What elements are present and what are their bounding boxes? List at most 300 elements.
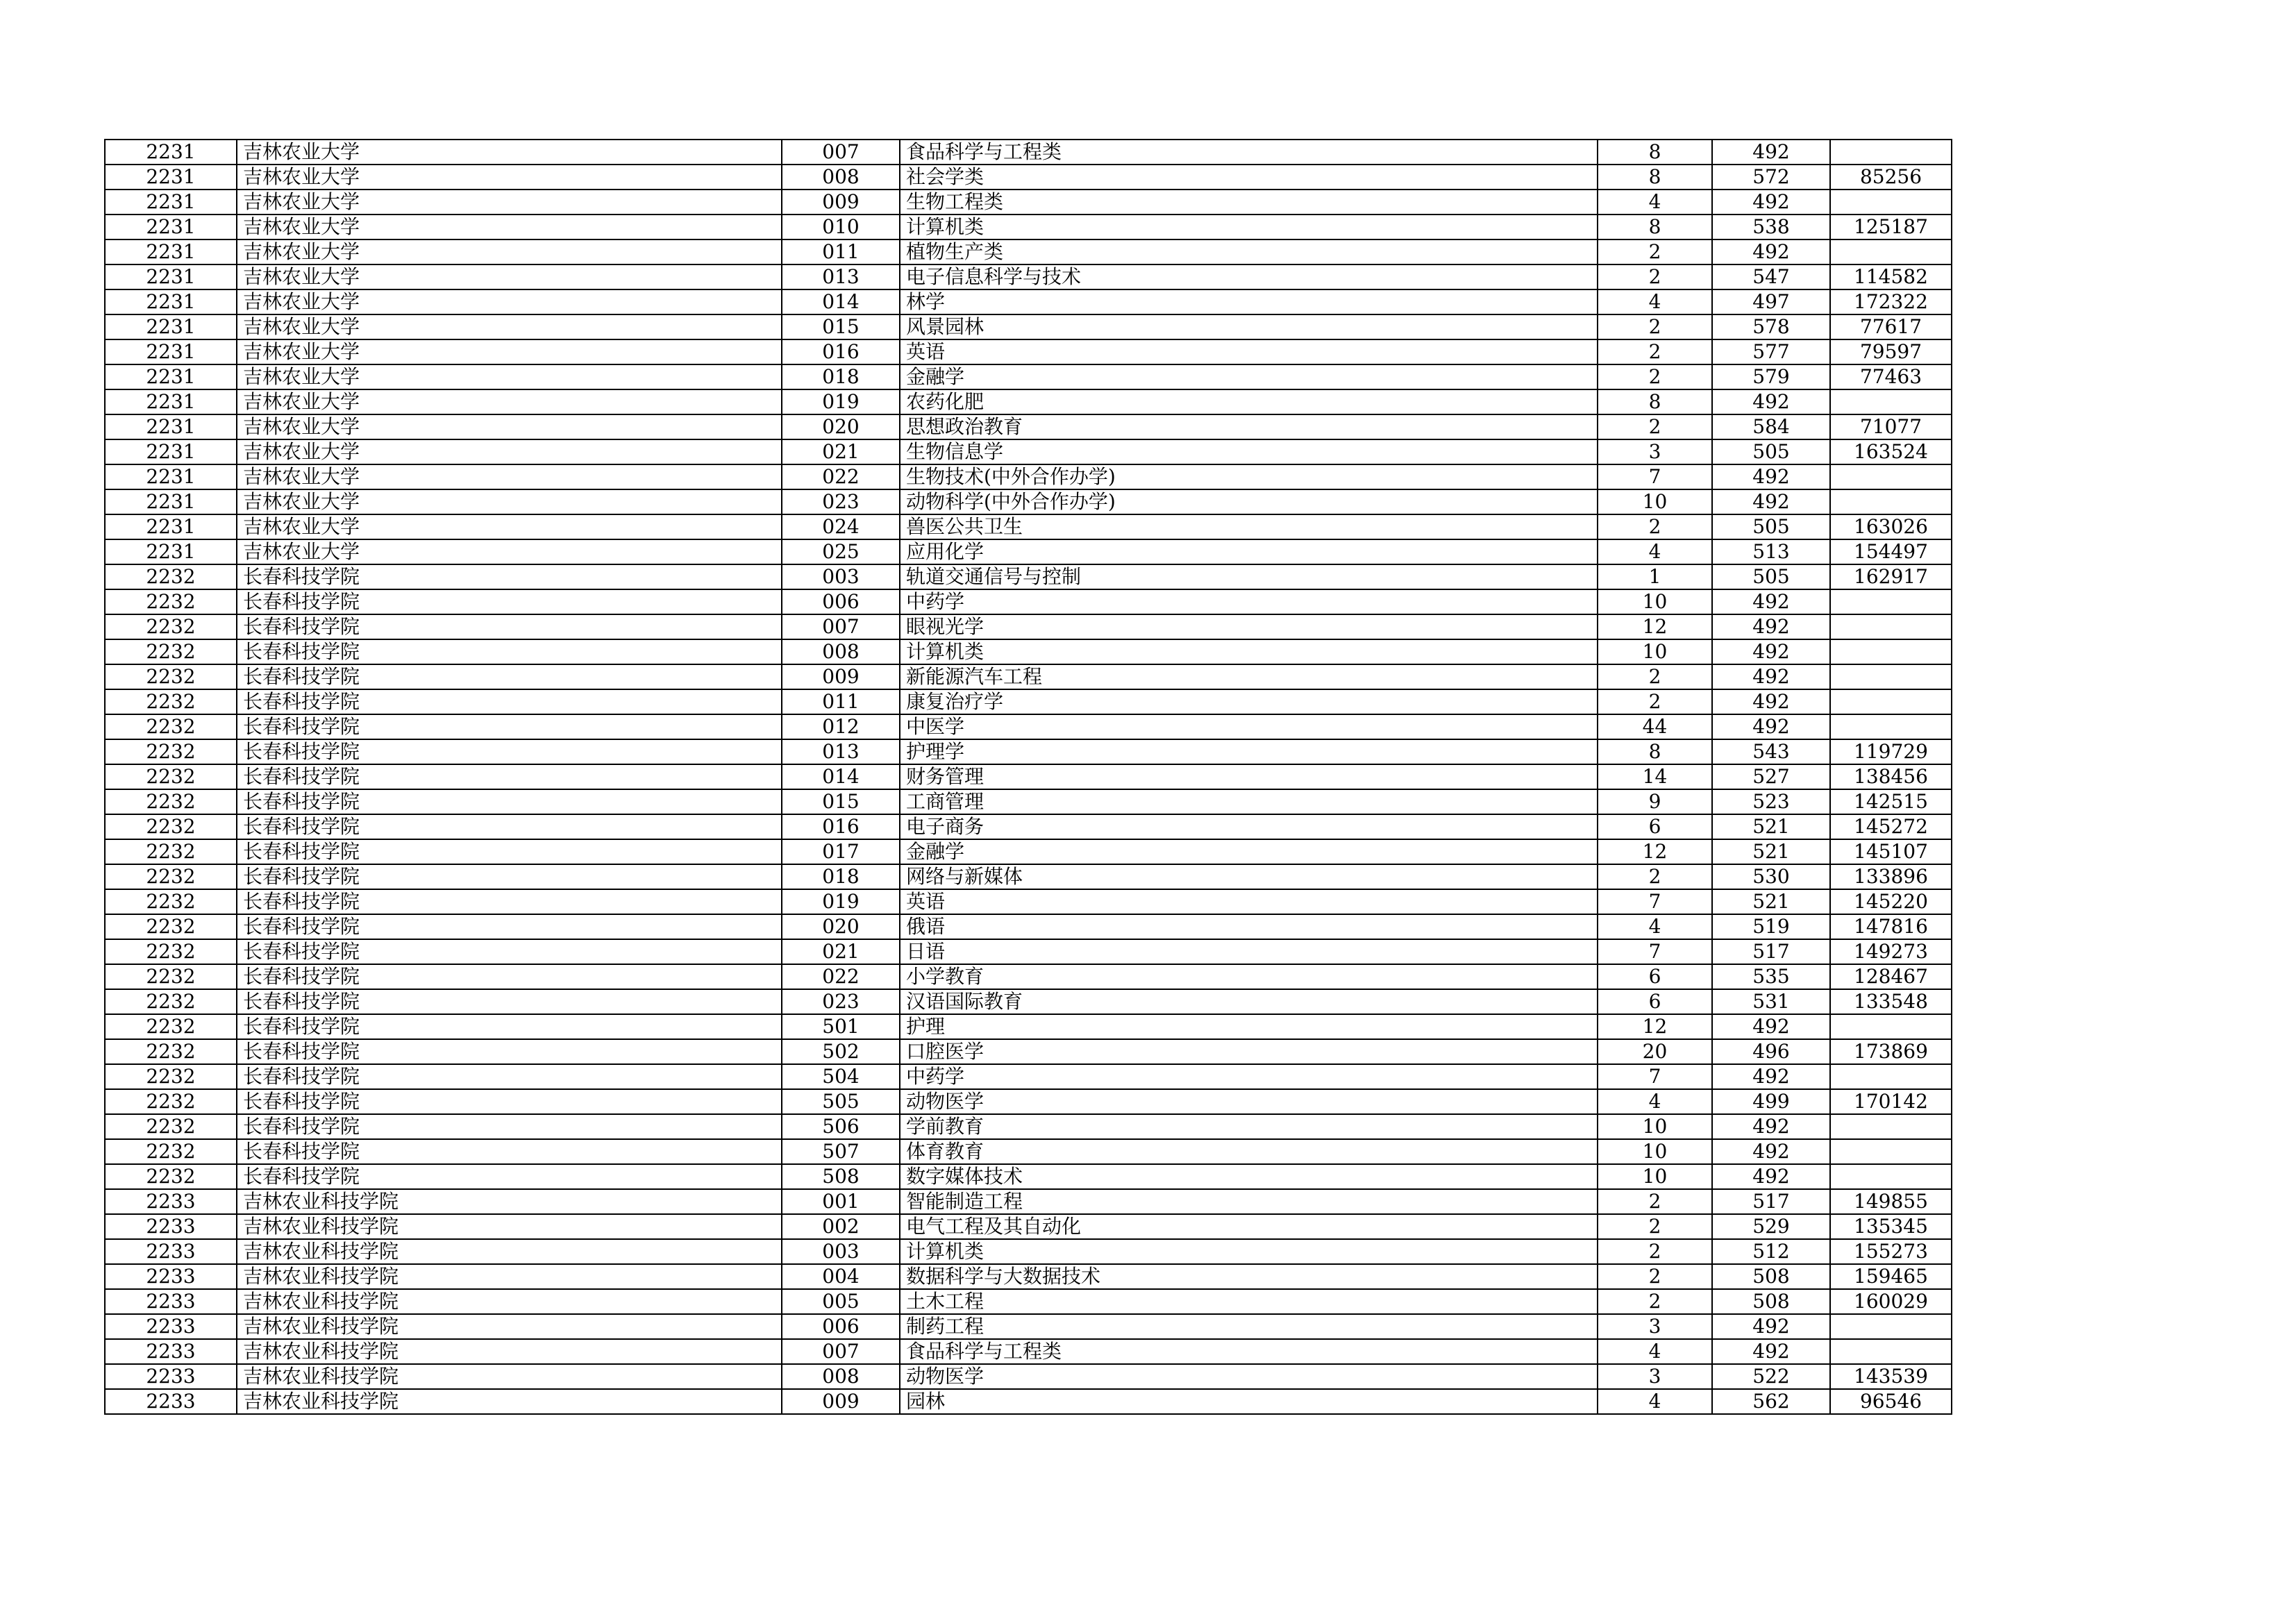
min-rank-cell [1830, 389, 1952, 414]
school-name-cell: 吉林农业大学 [237, 314, 782, 339]
major-code-cell: 008 [782, 165, 900, 190]
min-rank-cell [1830, 1114, 1952, 1139]
major-name-cell: 电气工程及其自动化 [900, 1214, 1598, 1239]
min-score-cell: 517 [1712, 1189, 1830, 1214]
table-row [105, 714, 1952, 739]
major-name-cell: 护理 [900, 1014, 1598, 1039]
min-rank-cell [1830, 664, 1952, 689]
plan-count-cell: 10 [1598, 639, 1712, 664]
min-rank-cell: 133896 [1830, 864, 1952, 889]
major-name-cell: 园林 [900, 1389, 1598, 1414]
major-code-cell: 024 [782, 514, 900, 539]
major-name-cell: 眼视光学 [900, 614, 1598, 639]
major-name-cell: 汉语国际教育 [900, 989, 1598, 1014]
table-row [105, 839, 1952, 864]
table-row [105, 339, 1952, 364]
plan-count-cell: 3 [1598, 439, 1712, 464]
major-name-cell: 林学 [900, 289, 1598, 314]
school-code-cell: 2232 [105, 939, 237, 964]
plan-count-cell: 4 [1598, 914, 1712, 939]
major-code-cell: 023 [782, 489, 900, 514]
major-name-cell: 风景园林 [900, 314, 1598, 339]
plan-count-cell: 6 [1598, 989, 1712, 1014]
plan-count-cell: 8 [1598, 165, 1712, 190]
major-name-cell: 计算机类 [900, 1239, 1598, 1264]
major-name-cell: 日语 [900, 939, 1598, 964]
min-score-cell: 492 [1712, 464, 1830, 489]
plan-count-cell: 2 [1598, 864, 1712, 889]
min-score-cell: 547 [1712, 264, 1830, 289]
min-rank-cell [1830, 1064, 1952, 1089]
plan-count-cell: 7 [1598, 939, 1712, 964]
min-score-cell: 562 [1712, 1389, 1830, 1414]
plan-count-cell: 4 [1598, 289, 1712, 314]
min-score-cell: 529 [1712, 1214, 1830, 1239]
plan-count-cell: 6 [1598, 814, 1712, 839]
school-name-cell: 长春科技学院 [237, 889, 782, 914]
table-row [105, 1114, 1952, 1139]
major-code-cell: 508 [782, 1164, 900, 1189]
min-score-cell: 492 [1712, 239, 1830, 264]
plan-count-cell: 2 [1598, 1214, 1712, 1239]
min-rank-cell [1830, 1164, 1952, 1189]
school-code-cell: 2232 [105, 1139, 237, 1164]
table-body [105, 140, 1952, 1414]
school-name-cell: 吉林农业科技学院 [237, 1264, 782, 1289]
min-rank-cell: 77463 [1830, 364, 1952, 389]
table-row [105, 439, 1952, 464]
major-code-cell: 002 [782, 1214, 900, 1239]
min-score-cell: 523 [1712, 789, 1830, 814]
major-code-cell: 003 [782, 564, 900, 589]
min-rank-cell: 172322 [1830, 289, 1952, 314]
min-rank-cell: 159465 [1830, 1264, 1952, 1289]
school-name-cell: 吉林农业科技学院 [237, 1214, 782, 1239]
plan-count-cell: 8 [1598, 739, 1712, 764]
school-name-cell: 吉林农业大学 [237, 539, 782, 564]
min-rank-cell: 71077 [1830, 414, 1952, 439]
school-name-cell: 长春科技学院 [237, 1114, 782, 1139]
plan-count-cell: 2 [1598, 239, 1712, 264]
school-name-cell: 吉林农业科技学院 [237, 1314, 782, 1339]
major-name-cell: 学前教育 [900, 1114, 1598, 1139]
table-row [105, 864, 1952, 889]
school-code-cell: 2232 [105, 1014, 237, 1039]
major-name-cell: 食品科学与工程类 [900, 140, 1598, 165]
min-score-cell: 497 [1712, 289, 1830, 314]
plan-count-cell: 4 [1598, 1389, 1712, 1414]
major-name-cell: 计算机类 [900, 639, 1598, 664]
major-code-cell: 009 [782, 664, 900, 689]
major-code-cell: 020 [782, 914, 900, 939]
table-row [105, 564, 1952, 589]
major-name-cell: 康复治疗学 [900, 689, 1598, 714]
plan-count-cell: 2 [1598, 514, 1712, 539]
school-code-cell: 2233 [105, 1239, 237, 1264]
school-code-cell: 2231 [105, 489, 237, 514]
school-name-cell: 吉林农业大学 [237, 464, 782, 489]
table-row [105, 289, 1952, 314]
major-code-cell: 007 [782, 1339, 900, 1364]
table-row [105, 589, 1952, 614]
plan-count-cell: 2 [1598, 1289, 1712, 1314]
major-name-cell: 数据科学与大数据技术 [900, 1264, 1598, 1289]
school-code-cell: 2231 [105, 289, 237, 314]
min-score-cell: 492 [1712, 714, 1830, 739]
major-code-cell: 006 [782, 589, 900, 614]
min-score-cell: 492 [1712, 1164, 1830, 1189]
major-code-cell: 504 [782, 1064, 900, 1089]
school-name-cell: 长春科技学院 [237, 639, 782, 664]
school-name-cell: 长春科技学院 [237, 989, 782, 1014]
min-score-cell: 527 [1712, 764, 1830, 789]
min-score-cell: 492 [1712, 589, 1830, 614]
min-score-cell: 499 [1712, 1089, 1830, 1114]
major-code-cell: 019 [782, 889, 900, 914]
school-code-cell: 2232 [105, 689, 237, 714]
school-code-cell: 2231 [105, 140, 237, 165]
table-row [105, 389, 1952, 414]
min-rank-cell: 128467 [1830, 964, 1952, 989]
min-score-cell: 530 [1712, 864, 1830, 889]
table-row [105, 889, 1952, 914]
table-row [105, 239, 1952, 264]
min-rank-cell [1830, 464, 1952, 489]
major-name-cell: 计算机类 [900, 215, 1598, 239]
major-name-cell: 应用化学 [900, 539, 1598, 564]
school-name-cell: 吉林农业科技学院 [237, 1389, 782, 1414]
school-name-cell: 长春科技学院 [237, 1139, 782, 1164]
major-name-cell: 兽医公共卫生 [900, 514, 1598, 539]
major-code-cell: 015 [782, 314, 900, 339]
school-code-cell: 2232 [105, 864, 237, 889]
plan-count-cell: 2 [1598, 1239, 1712, 1264]
school-code-cell: 2232 [105, 914, 237, 939]
plan-count-cell: 12 [1598, 1014, 1712, 1039]
major-name-cell: 新能源汽车工程 [900, 664, 1598, 689]
school-name-cell: 吉林农业科技学院 [237, 1289, 782, 1314]
major-name-cell: 俄语 [900, 914, 1598, 939]
major-code-cell: 506 [782, 1114, 900, 1139]
school-code-cell: 2233 [105, 1389, 237, 1414]
major-name-cell: 工商管理 [900, 789, 1598, 814]
school-code-cell: 2231 [105, 339, 237, 364]
table-row [105, 1089, 1952, 1114]
min-rank-cell: 143539 [1830, 1364, 1952, 1389]
school-name-cell: 长春科技学院 [237, 664, 782, 689]
major-code-cell: 013 [782, 264, 900, 289]
min-score-cell: 579 [1712, 364, 1830, 389]
min-rank-cell: 147816 [1830, 914, 1952, 939]
table-row [105, 739, 1952, 764]
major-name-cell: 食品科学与工程类 [900, 1339, 1598, 1364]
major-name-cell: 中医学 [900, 714, 1598, 739]
major-code-cell: 014 [782, 289, 900, 314]
plan-count-cell: 12 [1598, 839, 1712, 864]
min-score-cell: 492 [1712, 489, 1830, 514]
school-code-cell: 2233 [105, 1339, 237, 1364]
plan-count-cell: 10 [1598, 489, 1712, 514]
table-row [105, 1039, 1952, 1064]
min-score-cell: 508 [1712, 1289, 1830, 1314]
major-name-cell: 英语 [900, 889, 1598, 914]
school-code-cell: 2231 [105, 239, 237, 264]
min-rank-cell: 85256 [1830, 165, 1952, 190]
min-score-cell: 572 [1712, 165, 1830, 190]
min-rank-cell [1830, 639, 1952, 664]
plan-count-cell: 2 [1598, 314, 1712, 339]
plan-count-cell: 3 [1598, 1314, 1712, 1339]
min-rank-cell: 145107 [1830, 839, 1952, 864]
table-row [105, 190, 1952, 215]
school-code-cell: 2232 [105, 814, 237, 839]
min-rank-cell: 77617 [1830, 314, 1952, 339]
school-name-cell: 吉林农业大学 [237, 165, 782, 190]
major-code-cell: 021 [782, 439, 900, 464]
min-rank-cell [1830, 140, 1952, 165]
plan-count-cell: 10 [1598, 1164, 1712, 1189]
table-row [105, 639, 1952, 664]
major-code-cell: 022 [782, 964, 900, 989]
min-rank-cell [1830, 1314, 1952, 1339]
plan-count-cell: 2 [1598, 364, 1712, 389]
major-name-cell: 护理学 [900, 739, 1598, 764]
table-row [105, 464, 1952, 489]
min-rank-cell: 155273 [1830, 1239, 1952, 1264]
min-score-cell: 508 [1712, 1264, 1830, 1289]
school-name-cell: 长春科技学院 [237, 789, 782, 814]
major-name-cell: 社会学类 [900, 165, 1598, 190]
major-code-cell: 502 [782, 1039, 900, 1064]
major-name-cell: 轨道交通信号与控制 [900, 564, 1598, 589]
school-name-cell: 长春科技学院 [237, 714, 782, 739]
min-rank-cell: 149855 [1830, 1189, 1952, 1214]
major-code-cell: 009 [782, 190, 900, 215]
plan-count-cell: 2 [1598, 1189, 1712, 1214]
plan-count-cell: 8 [1598, 215, 1712, 239]
plan-count-cell: 2 [1598, 414, 1712, 439]
min-rank-cell: 114582 [1830, 264, 1952, 289]
min-score-cell: 492 [1712, 389, 1830, 414]
table-row [105, 939, 1952, 964]
table-row [105, 1014, 1952, 1039]
major-name-cell: 英语 [900, 339, 1598, 364]
major-name-cell: 思想政治教育 [900, 414, 1598, 439]
school-code-cell: 2233 [105, 1214, 237, 1239]
major-name-cell: 电子商务 [900, 814, 1598, 839]
school-name-cell: 吉林农业大学 [237, 489, 782, 514]
table-row [105, 914, 1952, 939]
major-code-cell: 505 [782, 1089, 900, 1114]
table-row [105, 1364, 1952, 1389]
school-code-cell: 2232 [105, 1039, 237, 1064]
major-code-cell: 009 [782, 1389, 900, 1414]
school-code-cell: 2233 [105, 1264, 237, 1289]
major-code-cell: 015 [782, 789, 900, 814]
school-name-cell: 吉林农业大学 [237, 389, 782, 414]
school-name-cell: 长春科技学院 [237, 1039, 782, 1064]
school-code-cell: 2231 [105, 190, 237, 215]
table-row [105, 1339, 1952, 1364]
major-code-cell: 018 [782, 864, 900, 889]
min-score-cell: 505 [1712, 564, 1830, 589]
min-rank-cell [1830, 589, 1952, 614]
school-name-cell: 长春科技学院 [237, 564, 782, 589]
school-name-cell: 长春科技学院 [237, 1164, 782, 1189]
major-code-cell: 010 [782, 215, 900, 239]
school-code-cell: 2233 [105, 1364, 237, 1389]
school-code-cell: 2232 [105, 714, 237, 739]
min-rank-cell [1830, 714, 1952, 739]
major-code-cell: 025 [782, 539, 900, 564]
min-score-cell: 492 [1712, 140, 1830, 165]
school-code-cell: 2231 [105, 165, 237, 190]
major-code-cell: 011 [782, 689, 900, 714]
major-code-cell: 021 [782, 939, 900, 964]
major-name-cell: 口腔医学 [900, 1039, 1598, 1064]
min-rank-cell: 154497 [1830, 539, 1952, 564]
min-rank-cell: 149273 [1830, 939, 1952, 964]
major-code-cell: 016 [782, 339, 900, 364]
school-name-cell: 吉林农业科技学院 [237, 1339, 782, 1364]
plan-count-cell: 4 [1598, 539, 1712, 564]
plan-count-cell: 20 [1598, 1039, 1712, 1064]
major-code-cell: 004 [782, 1264, 900, 1289]
school-name-cell: 长春科技学院 [237, 914, 782, 939]
school-code-cell: 2232 [105, 889, 237, 914]
school-name-cell: 长春科技学院 [237, 839, 782, 864]
major-name-cell: 生物信息学 [900, 439, 1598, 464]
major-name-cell: 电子信息科学与技术 [900, 264, 1598, 289]
school-name-cell: 吉林农业大学 [237, 264, 782, 289]
min-score-cell: 492 [1712, 1139, 1830, 1164]
major-name-cell: 动物医学 [900, 1089, 1598, 1114]
min-score-cell: 492 [1712, 1064, 1830, 1089]
min-rank-cell [1830, 1139, 1952, 1164]
school-code-cell: 2231 [105, 314, 237, 339]
major-code-cell: 020 [782, 414, 900, 439]
table-row [105, 414, 1952, 439]
table-row [105, 489, 1952, 514]
school-name-cell: 长春科技学院 [237, 964, 782, 989]
min-rank-cell: 145220 [1830, 889, 1952, 914]
major-code-cell: 017 [782, 839, 900, 864]
school-name-cell: 吉林农业大学 [237, 339, 782, 364]
min-rank-cell [1830, 614, 1952, 639]
table-row [105, 1289, 1952, 1314]
major-name-cell: 生物工程类 [900, 190, 1598, 215]
min-score-cell: 521 [1712, 839, 1830, 864]
school-name-cell: 吉林农业大学 [237, 514, 782, 539]
major-name-cell: 体育教育 [900, 1139, 1598, 1164]
school-code-cell: 2231 [105, 414, 237, 439]
school-code-cell: 2232 [105, 589, 237, 614]
min-score-cell: 505 [1712, 439, 1830, 464]
school-name-cell: 吉林农业大学 [237, 289, 782, 314]
school-code-cell: 2232 [105, 664, 237, 689]
plan-count-cell: 4 [1598, 190, 1712, 215]
school-code-cell: 2233 [105, 1314, 237, 1339]
major-code-cell: 014 [782, 764, 900, 789]
min-rank-cell [1830, 239, 1952, 264]
school-name-cell: 长春科技学院 [237, 689, 782, 714]
min-score-cell: 538 [1712, 215, 1830, 239]
plan-count-cell: 12 [1598, 614, 1712, 639]
major-name-cell: 制药工程 [900, 1314, 1598, 1339]
major-name-cell: 网络与新媒体 [900, 864, 1598, 889]
min-rank-cell: 163026 [1830, 514, 1952, 539]
table-row [105, 165, 1952, 190]
plan-count-cell: 2 [1598, 664, 1712, 689]
table-row [105, 789, 1952, 814]
min-rank-cell [1830, 1339, 1952, 1364]
major-code-cell: 507 [782, 1139, 900, 1164]
plan-count-cell: 10 [1598, 1114, 1712, 1139]
school-name-cell: 长春科技学院 [237, 739, 782, 764]
school-name-cell: 长春科技学院 [237, 614, 782, 639]
table-row [105, 1314, 1952, 1339]
school-name-cell: 长春科技学院 [237, 1089, 782, 1114]
school-code-cell: 2231 [105, 464, 237, 489]
major-code-cell: 019 [782, 389, 900, 414]
school-code-cell: 2231 [105, 389, 237, 414]
table-row [105, 1214, 1952, 1239]
table-row [105, 1389, 1952, 1414]
min-rank-cell: 138456 [1830, 764, 1952, 789]
school-code-cell: 2232 [105, 1064, 237, 1089]
table-row [105, 764, 1952, 789]
major-name-cell: 农药化肥 [900, 389, 1598, 414]
min-score-cell: 492 [1712, 1114, 1830, 1139]
plan-count-cell: 10 [1598, 1139, 1712, 1164]
plan-count-cell: 2 [1598, 689, 1712, 714]
major-name-cell: 植物生产类 [900, 239, 1598, 264]
table-row [105, 814, 1952, 839]
plan-count-cell: 8 [1598, 140, 1712, 165]
plan-count-cell: 1 [1598, 564, 1712, 589]
school-code-cell: 2232 [105, 564, 237, 589]
min-score-cell: 505 [1712, 514, 1830, 539]
major-name-cell: 动物科学(中外合作办学) [900, 489, 1598, 514]
min-score-cell: 578 [1712, 314, 1830, 339]
plan-count-cell: 2 [1598, 339, 1712, 364]
major-name-cell: 动物医学 [900, 1364, 1598, 1389]
min-score-cell: 584 [1712, 414, 1830, 439]
table-row [105, 364, 1952, 389]
school-name-cell: 长春科技学院 [237, 1014, 782, 1039]
min-score-cell: 521 [1712, 889, 1830, 914]
min-score-cell: 492 [1712, 639, 1830, 664]
plan-count-cell: 7 [1598, 464, 1712, 489]
min-rank-cell: 145272 [1830, 814, 1952, 839]
plan-count-cell: 8 [1598, 389, 1712, 414]
min-score-cell: 492 [1712, 190, 1830, 215]
major-name-cell: 金融学 [900, 839, 1598, 864]
min-score-cell: 496 [1712, 1039, 1830, 1064]
school-name-cell: 长春科技学院 [237, 814, 782, 839]
min-rank-cell [1830, 689, 1952, 714]
major-code-cell: 001 [782, 1189, 900, 1214]
major-code-cell: 022 [782, 464, 900, 489]
school-code-cell: 2232 [105, 739, 237, 764]
min-rank-cell [1830, 190, 1952, 215]
min-rank-cell: 142515 [1830, 789, 1952, 814]
school-name-cell: 长春科技学院 [237, 1064, 782, 1089]
plan-count-cell: 9 [1598, 789, 1712, 814]
table-row [105, 664, 1952, 689]
school-code-cell: 2232 [105, 614, 237, 639]
major-name-cell: 智能制造工程 [900, 1189, 1598, 1214]
